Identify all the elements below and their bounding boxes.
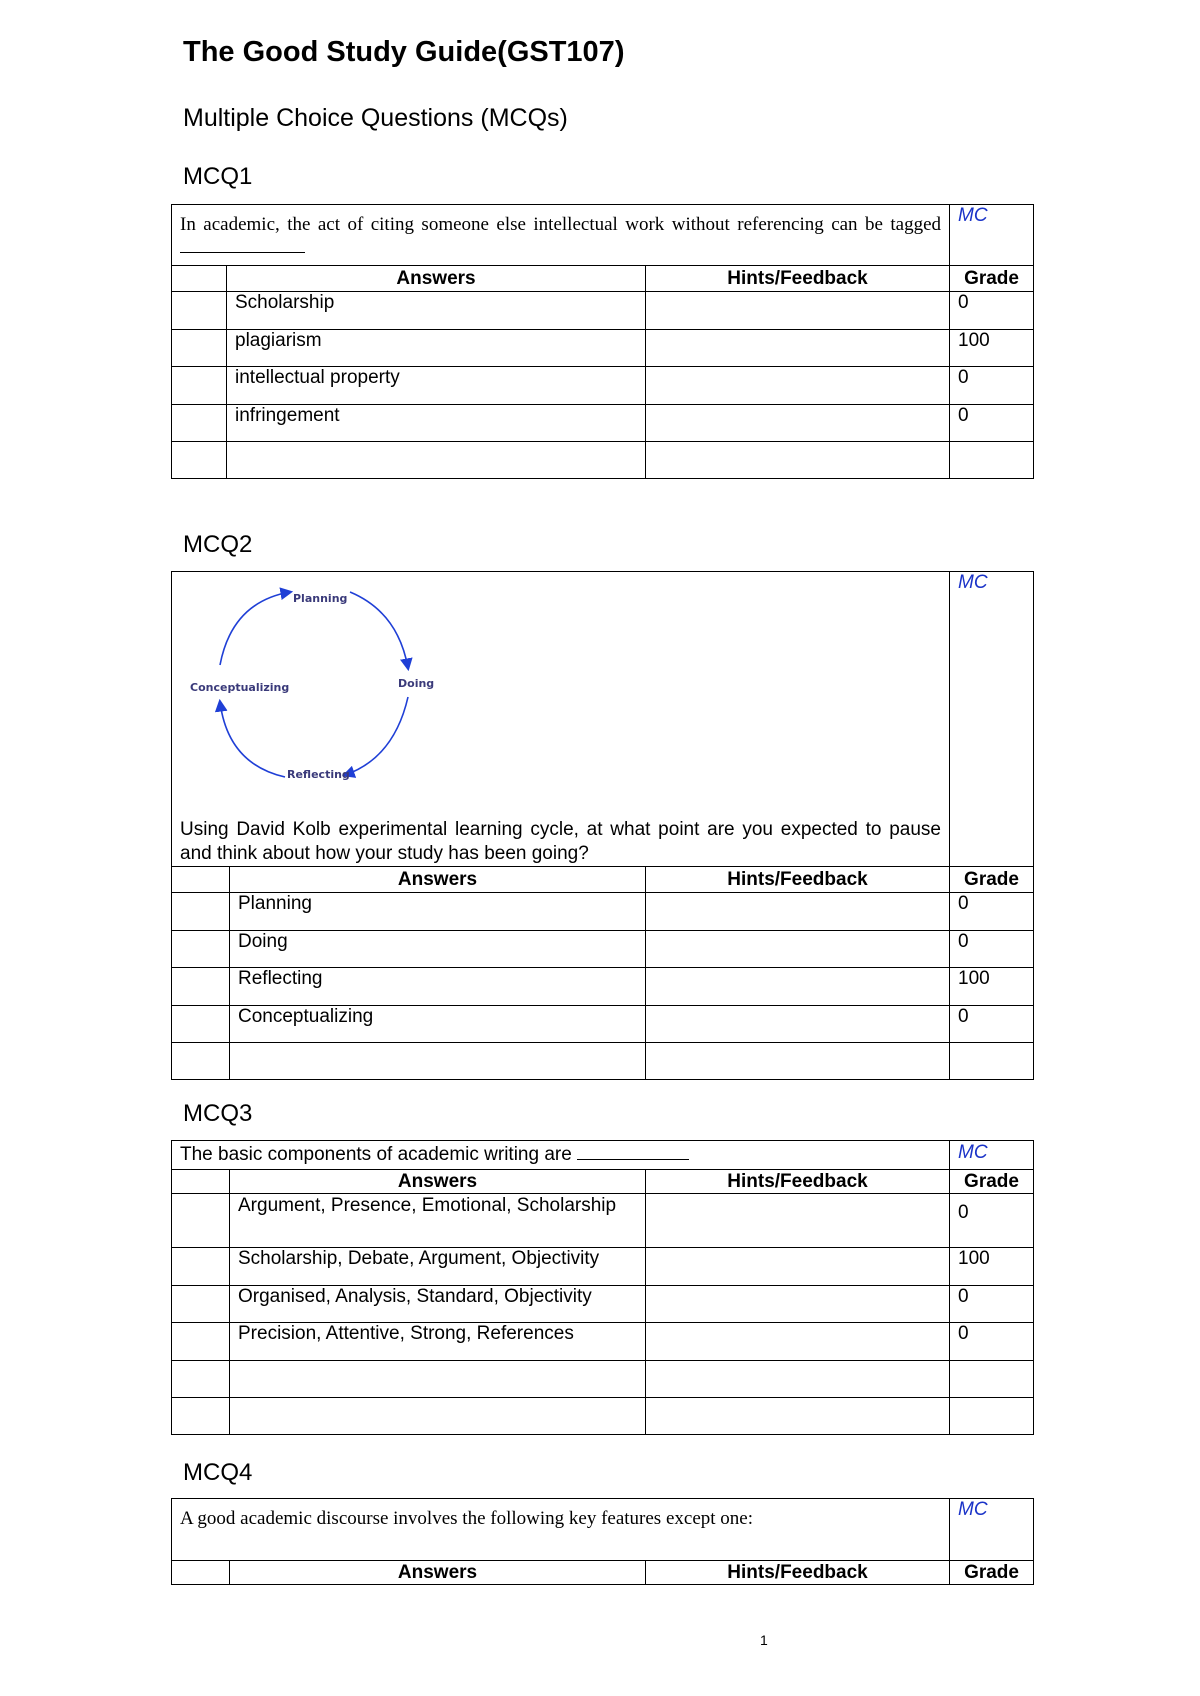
empty-cell — [646, 1361, 950, 1398]
answer-text: Reflecting — [230, 968, 646, 1006]
feedback-cell — [646, 1006, 950, 1043]
page-number: 1 — [760, 1632, 768, 1648]
empty-cell — [950, 1043, 1034, 1080]
mcq4-stem: A good academic discourse involves the following key features except one: — [172, 1499, 950, 1561]
answer-marker-cell — [172, 367, 227, 405]
mcq3-type: MC — [950, 1141, 1034, 1170]
label-conceptualizing: Conceptualizing — [190, 681, 290, 694]
label-doing: Doing — [398, 677, 435, 690]
answer-grade: 100 — [950, 968, 1034, 1006]
answer-text: Conceptualizing — [230, 1006, 646, 1043]
answer-marker-cell — [172, 1286, 230, 1323]
empty-cell — [646, 442, 950, 479]
empty-cell — [950, 442, 1034, 479]
answer-blank — [577, 1147, 689, 1160]
answer-text: intellectual property — [227, 367, 646, 405]
feedback-cell — [646, 893, 950, 931]
answer-grade: 100 — [950, 1248, 1034, 1286]
answer-text: plagiarism — [227, 330, 646, 367]
answer-grade: 0 — [950, 367, 1034, 405]
mcq2-stem: Using David Kolb experimental learning cycle, at what point are you expected to pause and think about how your study has been going? — [180, 819, 942, 864]
empty-cell — [172, 1398, 230, 1435]
grade-header: Grade — [950, 1170, 1034, 1194]
mcq4-type: MC — [950, 1499, 1034, 1561]
answer-grade: 0 — [950, 893, 1034, 931]
answer-grade: 0 — [950, 931, 1034, 968]
mcq4-heading: MCQ4 — [183, 1459, 253, 1486]
label-reflecting: Reflecting — [287, 768, 350, 781]
mcq2-stem-cell — [172, 572, 950, 867]
arrow-to-planning — [220, 592, 290, 665]
answer-grade: 0 — [950, 292, 1034, 330]
answer-grade: 100 — [950, 330, 1034, 367]
feedback-cell — [646, 968, 950, 1006]
empty-cell — [227, 442, 646, 479]
grade-header: Grade — [950, 867, 1034, 893]
answer-marker-cell — [172, 1323, 230, 1361]
hints-header: Hints/Feedback — [646, 266, 950, 292]
answers-header: Answers — [230, 1561, 646, 1585]
mcq2-heading: MCQ2 — [183, 531, 253, 558]
feedback-cell — [646, 931, 950, 968]
answer-text: Precision, Attentive, Strong, References — [230, 1323, 646, 1361]
document-subtitle: Multiple Choice Questions (MCQs) — [183, 104, 568, 132]
empty-cell — [950, 1361, 1034, 1398]
empty-cell — [172, 1361, 230, 1398]
blank-header-cell — [172, 1561, 230, 1585]
answer-text: Organised, Analysis, Standard, Objectivity — [230, 1286, 646, 1323]
empty-cell — [172, 442, 227, 479]
mcq2-type: MC — [950, 572, 1034, 867]
feedback-cell — [646, 1286, 950, 1323]
arrow-to-conceptualizing — [220, 702, 285, 777]
answer-text: Doing — [230, 931, 646, 968]
mcq2-table — [171, 571, 1034, 1080]
feedback-cell — [646, 1248, 950, 1286]
feedback-cell — [646, 1323, 950, 1361]
kolb-cycle-diagram — [180, 580, 440, 790]
grade-header: Grade — [950, 266, 1034, 292]
answer-grade: 0 — [950, 405, 1034, 442]
answer-marker-cell — [172, 1006, 230, 1043]
answer-text: Scholarship, Debate, Argument, Objectivity — [230, 1248, 646, 1286]
mcq4-table — [171, 1498, 1034, 1585]
mcq3-stem: The basic components of academic writing are — [180, 1144, 572, 1165]
feedback-cell — [646, 367, 950, 405]
answer-blank — [180, 238, 305, 253]
answer-text: Argument, Presence, Emotional, Scholarship — [230, 1194, 646, 1248]
answers-header: Answers — [227, 266, 646, 292]
answer-grade: 0 — [950, 1006, 1034, 1043]
empty-cell — [646, 1043, 950, 1080]
empty-cell — [950, 1398, 1034, 1435]
answer-text: Planning — [230, 893, 646, 931]
answer-grade: 0 — [950, 1323, 1034, 1361]
mcq1-heading: MCQ1 — [183, 163, 253, 190]
answer-marker-cell — [172, 1248, 230, 1286]
blank-header-cell — [172, 266, 227, 292]
answer-marker-cell — [172, 931, 230, 968]
answer-marker-cell — [172, 1194, 230, 1248]
mcq1-type: MC — [950, 205, 1034, 266]
blank-header-cell — [172, 1170, 230, 1194]
answer-marker-cell — [172, 292, 227, 330]
empty-cell — [230, 1361, 646, 1398]
empty-cell — [230, 1043, 646, 1080]
arrow-to-reflecting — [345, 697, 408, 775]
answer-marker-cell — [172, 893, 230, 931]
arrow-to-doing — [350, 592, 408, 668]
mcq1-stem: In academic, the act of citing someone else intellectual work without referencing can be tagged — [172, 205, 950, 266]
grade-header: Grade — [950, 1561, 1034, 1585]
blank-header-cell — [172, 867, 230, 893]
answer-grade: 0 — [950, 1194, 1034, 1248]
feedback-cell — [646, 405, 950, 442]
feedback-cell — [646, 1194, 950, 1248]
mcq3-stem-cell — [172, 1141, 950, 1170]
feedback-cell — [646, 292, 950, 330]
answer-grade: 0 — [950, 1286, 1034, 1323]
empty-cell — [230, 1398, 646, 1435]
mcq1-table — [171, 204, 1034, 479]
answers-header: Answers — [230, 1170, 646, 1194]
answer-marker-cell — [172, 405, 227, 442]
answer-marker-cell — [172, 968, 230, 1006]
hints-header: Hints/Feedback — [646, 867, 950, 893]
document-title: The Good Study Guide(GST107) — [183, 36, 625, 68]
answer-marker-cell — [172, 330, 227, 367]
empty-cell — [646, 1398, 950, 1435]
answer-text: Scholarship — [227, 292, 646, 330]
mcq3-table — [171, 1140, 1034, 1435]
feedback-cell — [646, 330, 950, 367]
hints-header: Hints/Feedback — [646, 1170, 950, 1194]
empty-cell — [172, 1043, 230, 1080]
answer-text: infringement — [227, 405, 646, 442]
label-planning: Planning — [293, 592, 348, 605]
mcq3-heading: MCQ3 — [183, 1100, 253, 1127]
answers-header: Answers — [230, 867, 646, 893]
hints-header: Hints/Feedback — [646, 1561, 950, 1585]
